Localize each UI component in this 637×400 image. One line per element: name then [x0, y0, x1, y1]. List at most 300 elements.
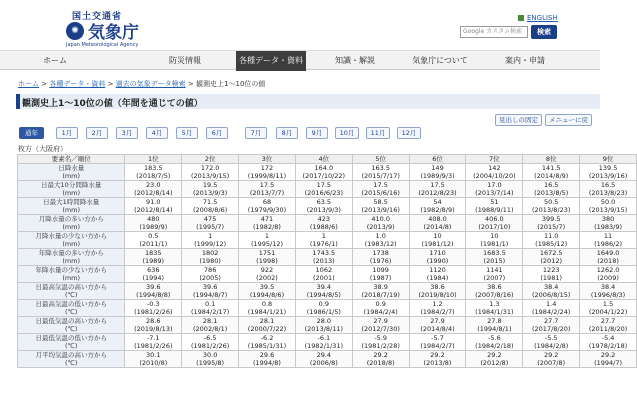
- cell-date: (1994/8/7): [193, 291, 228, 299]
- cell-date: (1990): [426, 257, 449, 265]
- cell-date: (1987): [369, 274, 392, 282]
- cell-value: 163.5: [371, 164, 390, 172]
- breadcrumb-data[interactable]: 各種データ・資料: [49, 80, 106, 88]
- tab-month-10[interactable]: 10月: [335, 127, 359, 139]
- table-cell: [352, 266, 409, 283]
- table-cell: [295, 334, 352, 351]
- cell-value: 29.2: [543, 351, 559, 359]
- cell-date: (2019/8/10): [418, 291, 457, 299]
- cell-value: 1223: [542, 266, 560, 274]
- cell-date: (2013/9/3): [193, 189, 228, 197]
- table-row: [18, 300, 637, 317]
- cell-date: (1994/8/6): [249, 291, 285, 299]
- table-cell: [239, 232, 296, 249]
- cell-date: (1978/2/18): [588, 342, 628, 350]
- cell-value: 29.2: [373, 351, 388, 359]
- table-row: [18, 283, 637, 300]
- cell-date: (2008/8/6): [193, 206, 228, 214]
- table-cell: [182, 351, 239, 368]
- row-label-name: 日最低気温の低い方から: [35, 334, 107, 342]
- cell-date: (2002): [256, 274, 278, 282]
- cell-value: 91.0: [146, 198, 161, 206]
- table-cell: [580, 317, 637, 334]
- cell-date: (1984/2/18): [475, 342, 514, 350]
- cell-value: 1683.5: [482, 249, 506, 257]
- cell-date: (1981/2/26): [190, 342, 230, 350]
- cell-value: 471: [260, 215, 274, 223]
- agency-name[interactable]: 気象庁: [88, 23, 139, 43]
- table-cell: [523, 249, 580, 266]
- nav-item-disaster-info[interactable]: 防災情報: [169, 56, 201, 65]
- cell-value: 0.1: [204, 300, 216, 308]
- cell-value: 1802: [201, 249, 219, 257]
- table-cell: [466, 283, 523, 300]
- table-cell: [523, 232, 580, 249]
- cell-date: (2013): [313, 257, 335, 265]
- cell-date: (2010/8): [139, 359, 168, 367]
- cell-value: 1.5: [602, 300, 614, 308]
- cell-value: 27.9: [373, 317, 388, 325]
- row-label-unit: (mm): [62, 240, 81, 248]
- table-cell: [182, 198, 239, 215]
- cell-value: 28.1: [202, 317, 218, 325]
- global-nav: [0, 50, 600, 70]
- cell-date: (2005): [199, 274, 221, 282]
- cell-date: (1998): [256, 257, 278, 265]
- table-cell: [523, 351, 580, 368]
- cell-date: (2013/9): [366, 223, 395, 231]
- cell-date: (1981/1): [480, 240, 509, 248]
- row-label: [18, 232, 125, 249]
- cell-value: 1099: [372, 266, 389, 274]
- table-cell: [466, 164, 523, 181]
- table-cell: [580, 181, 637, 198]
- table-cell: [523, 198, 580, 215]
- records-table-container[interactable]: [17, 154, 628, 400]
- table-cell: [182, 181, 239, 198]
- table-cell: [352, 198, 409, 215]
- nav-item-knowledge[interactable]: 知識・解説: [335, 56, 375, 65]
- cell-date: (1995/12): [250, 240, 284, 248]
- cell-date: (2018/7/5): [136, 172, 171, 180]
- cell-value: 68: [262, 198, 272, 206]
- table-cell: [125, 334, 182, 351]
- cell-value: 1835: [145, 249, 162, 257]
- cell-value: 38.9: [373, 283, 388, 291]
- table-cell: [295, 351, 352, 368]
- cell-date: (1982/8/9): [420, 206, 455, 214]
- cell-date: (2017/10/22): [302, 172, 346, 180]
- cell-value: 16.5: [600, 181, 616, 189]
- cell-date: (2017/10): [478, 223, 511, 231]
- table-cell: [523, 215, 580, 232]
- table-cell: [409, 351, 466, 368]
- cell-value: 17.0: [487, 181, 502, 189]
- header-rank-8: 8位: [523, 155, 580, 164]
- cell-date: (2014/8/4): [420, 325, 455, 333]
- table-cell: [182, 317, 239, 334]
- cell-value: 1262.0: [596, 266, 620, 274]
- cell-date: (2000/7/22): [247, 325, 287, 333]
- header-rank-4: 4位: [295, 155, 352, 164]
- cell-date: (2014/8): [423, 223, 452, 231]
- table-cell: [409, 164, 466, 181]
- nav-item-about[interactable]: 気象庁について: [412, 56, 468, 65]
- fix-header-button[interactable]: 見出しの固定: [495, 114, 542, 126]
- cell-value: 1: [321, 232, 326, 240]
- cell-value: 38.6: [430, 283, 445, 291]
- cell-value: 172: [260, 164, 274, 172]
- cell-value: 28.0: [316, 317, 332, 325]
- cell-date: (1994): [142, 274, 165, 282]
- cell-value: 27.7: [600, 317, 616, 325]
- cell-value: 11: [603, 232, 613, 240]
- cell-date: (1999/8/11): [247, 172, 287, 180]
- cell-value: 38.6: [487, 283, 502, 291]
- cell-date: (1981/2/26): [134, 342, 173, 350]
- table-cell: [352, 215, 409, 232]
- cell-date: (2013/8/5): [534, 189, 569, 197]
- cell-date: (2015): [483, 257, 506, 265]
- cell-date: (2014/8/9): [534, 172, 569, 180]
- tab-month-11[interactable]: 11月: [366, 127, 390, 139]
- row-label: [18, 181, 125, 198]
- row-label-unit: (℃): [65, 308, 78, 316]
- table-cell: [125, 232, 182, 249]
- table-cell: [239, 317, 296, 334]
- cell-value: 164.0: [314, 164, 334, 172]
- cell-value: 17.5: [430, 181, 445, 189]
- table-cell: [352, 283, 409, 300]
- table-cell: [125, 317, 182, 334]
- table-cell: [182, 232, 239, 249]
- cell-date: (2012): [540, 257, 563, 265]
- cell-value: 1710: [429, 249, 446, 257]
- table-cell: [125, 266, 182, 283]
- table-cell: [580, 266, 637, 283]
- table-cell: [466, 351, 523, 368]
- cell-date: (2013/8/11): [304, 325, 344, 333]
- table-cell: [182, 283, 239, 300]
- row-label-name: 日降水量: [58, 164, 85, 172]
- cell-date: (1994/8/5): [306, 291, 341, 299]
- cell-value: 1120: [429, 266, 446, 274]
- table-cell: [182, 215, 239, 232]
- table-cell: [239, 300, 296, 317]
- tab-month-8[interactable]: 8月: [276, 127, 298, 139]
- tab-all-year[interactable]: 通年: [19, 127, 44, 139]
- cell-date: (1980): [199, 257, 221, 265]
- cell-date: (1989/9): [139, 223, 168, 231]
- table-cell: [466, 300, 523, 317]
- cell-date: (1984): [426, 274, 449, 282]
- cell-date: (2013/9/16): [588, 172, 628, 180]
- tab-month-12[interactable]: 12月: [397, 127, 421, 139]
- cell-date: (1984/2/7): [420, 342, 455, 350]
- table-cell: [409, 300, 466, 317]
- table-cell: [239, 198, 296, 215]
- cell-date: (2013/8): [423, 359, 452, 367]
- cell-value: 1: [208, 232, 213, 240]
- tab-month-1[interactable]: 1月: [56, 127, 78, 139]
- cell-date: (1984/2/17): [190, 308, 230, 316]
- row-label-name: 日最低気温の高い方から: [35, 317, 107, 325]
- table-cell: [523, 283, 580, 300]
- breadcrumb-home[interactable]: ホーム: [18, 80, 39, 88]
- row-label-name: 年降水量の少ない方から: [35, 266, 107, 274]
- tab-month-5[interactable]: 5月: [176, 127, 198, 139]
- table-cell: [239, 266, 296, 283]
- cell-value: 480: [147, 215, 160, 223]
- table-cell: [295, 300, 352, 317]
- table-cell: [523, 334, 580, 351]
- cell-value: 29.2: [430, 351, 445, 359]
- row-label: [18, 164, 125, 181]
- search-button[interactable]: 検索: [531, 25, 557, 39]
- table-cell: [409, 283, 466, 300]
- table-cell: [352, 164, 409, 181]
- cell-value: 27.8: [487, 317, 502, 325]
- header-rank-6: 6位: [409, 155, 466, 164]
- table-row: [18, 334, 637, 351]
- cell-date: (1985/12): [535, 240, 568, 248]
- tab-month-6[interactable]: 6月: [206, 127, 228, 139]
- row-label-name: 月降水量の少ない方から: [35, 232, 107, 240]
- cell-date: (2011/8/20): [588, 325, 628, 333]
- tab-month-2[interactable]: 2月: [86, 127, 108, 139]
- records-table: [17, 154, 637, 368]
- cell-value: 1.3: [489, 300, 500, 308]
- row-label: [18, 198, 125, 215]
- table-row: [18, 181, 637, 198]
- table-cell: [125, 283, 182, 300]
- cell-date: (2015/7): [537, 223, 566, 231]
- table-cell: [239, 334, 296, 351]
- cell-date: (1995/7): [196, 223, 225, 231]
- cell-value: 28.1: [259, 317, 275, 325]
- header-rank-1: 1位: [125, 155, 182, 164]
- table-cell: [125, 249, 182, 266]
- cell-date: (2007): [483, 274, 506, 282]
- cell-value: -5.4: [601, 334, 615, 342]
- table-cell: [580, 351, 637, 368]
- row-label-unit: (℃): [65, 291, 78, 299]
- records-table-body: [18, 164, 637, 368]
- cell-date: (1981/2/26): [134, 308, 173, 316]
- table-header-row: [18, 155, 637, 164]
- table-cell: [466, 249, 523, 266]
- cell-value: -5.5: [544, 334, 558, 342]
- cell-value: 139.5: [598, 164, 618, 172]
- row-label-unit: (mm): [62, 257, 81, 265]
- cell-value: 183.5: [143, 164, 163, 172]
- tab-month-3[interactable]: 3月: [116, 127, 138, 139]
- cell-date: (1984/1/21): [247, 308, 287, 316]
- cell-value: 50.0: [600, 198, 616, 206]
- cell-date: (1984/1/31): [475, 308, 514, 316]
- table-cell: [523, 300, 580, 317]
- table-cell: [182, 266, 239, 283]
- cell-date: (1996/8/3): [590, 291, 626, 299]
- cell-date: (1981): [540, 274, 563, 282]
- row-label-name: 日最高気温の低い方から: [35, 300, 107, 308]
- cell-value: 39.5: [259, 283, 275, 291]
- cell-date: (2018/7/19): [361, 291, 400, 299]
- table-row: [18, 164, 637, 181]
- nav-item-data[interactable]: 各種データ・資料: [236, 51, 306, 71]
- table-cell: [466, 181, 523, 198]
- cell-date: (1979/9/30): [247, 206, 287, 214]
- cell-value: 27.7: [543, 317, 559, 325]
- cell-value: 16.5: [543, 181, 559, 189]
- breadcrumb-separator: >: [41, 80, 48, 88]
- header-rank-5: 5位: [352, 155, 409, 164]
- cell-date: (2015/6/16): [361, 189, 400, 197]
- cell-date: (1976/1): [309, 240, 338, 248]
- header-rank-9: 9位: [580, 155, 637, 164]
- english-link[interactable]: [518, 14, 558, 22]
- tab-month-9[interactable]: 9月: [306, 127, 328, 139]
- cell-value: 1649.0: [596, 249, 620, 257]
- cell-value: 636: [147, 266, 160, 274]
- cell-date: (2013/9/16): [361, 206, 400, 214]
- cell-date: (1984/2/8): [534, 342, 569, 350]
- row-label-unit: (℃): [65, 325, 78, 333]
- cell-value: 1.4: [546, 300, 557, 308]
- table-cell: [466, 215, 523, 232]
- table-cell: [352, 249, 409, 266]
- cell-date: (1988/6): [309, 223, 338, 231]
- row-label-unit: (mm): [62, 172, 81, 180]
- cell-date: (1989/9/3): [420, 172, 455, 180]
- cell-date: (2013/9/15): [190, 172, 230, 180]
- cell-value: 406.0: [485, 215, 504, 223]
- english-link-label: ENGLISH: [527, 14, 558, 22]
- ministry-name: 国土交通省: [72, 12, 123, 22]
- table-row: [18, 351, 637, 368]
- cell-value: 29.6: [259, 351, 275, 359]
- table-cell: [239, 215, 296, 232]
- cell-value: 54: [433, 198, 442, 206]
- header-rank-2: 2位: [182, 155, 239, 164]
- cell-date: (1976): [369, 257, 392, 265]
- table-cell: [466, 334, 523, 351]
- cell-value: 0.5: [148, 232, 159, 240]
- cell-value: 28.6: [146, 317, 161, 325]
- cell-value: 27.9: [430, 317, 445, 325]
- cell-value: 30.1: [146, 351, 161, 359]
- table-cell: [352, 232, 409, 249]
- cell-value: 1751: [258, 249, 276, 257]
- row-label: [18, 283, 125, 300]
- cell-date: (2013/7/7): [249, 189, 285, 197]
- cell-value: 1743.5: [312, 249, 336, 257]
- table-cell: [352, 317, 409, 334]
- cell-value: 410.0: [371, 215, 390, 223]
- cell-value: -6.2: [260, 334, 274, 342]
- row-label-unit: (mm): [62, 223, 81, 231]
- table-cell: [125, 215, 182, 232]
- table-row: [18, 232, 637, 249]
- cell-date: (1994/8/1): [477, 325, 512, 333]
- cell-value: -7.1: [146, 334, 160, 342]
- cell-date: (2016/6/23): [304, 189, 344, 197]
- cell-value: 50.5: [543, 198, 559, 206]
- table-cell: [580, 249, 637, 266]
- cell-value: 0.9: [318, 300, 329, 308]
- cell-value: 1: [264, 232, 270, 240]
- breadcrumb-past-data-search[interactable]: 過去の気象データ検索: [115, 80, 186, 88]
- tab-month-7[interactable]: 7月: [245, 127, 267, 139]
- table-cell: [409, 215, 466, 232]
- cell-value: 38.4: [600, 283, 616, 291]
- row-label-name: 月平均気温の高い方から: [35, 351, 107, 359]
- cell-value: 1062: [315, 266, 333, 274]
- cell-value: -5.7: [431, 334, 444, 342]
- table-cell: [409, 249, 466, 266]
- table-cell: [295, 266, 352, 283]
- cell-value: 1738: [372, 249, 389, 257]
- cell-value: 408.0: [428, 215, 447, 223]
- cell-date: (1989): [142, 257, 165, 265]
- cell-date: (1984/2/4): [363, 308, 398, 316]
- table-cell: [295, 198, 352, 215]
- search-input[interactable]: Google カスタム検索: [460, 26, 528, 38]
- table-cell: [239, 164, 296, 181]
- table-cell: [295, 232, 352, 249]
- cell-value: 142: [488, 164, 501, 172]
- table-cell: [295, 181, 352, 198]
- cell-date: (2013/8/23): [588, 189, 628, 197]
- table-cell: [409, 334, 466, 351]
- cell-date: (2011/1): [139, 240, 168, 248]
- table-cell: [125, 351, 182, 368]
- cell-date: (2019/8/13): [134, 325, 173, 333]
- cell-date: (2013/7/14): [475, 189, 514, 197]
- cell-date: (1994/7): [594, 359, 623, 367]
- cell-date: (1983/12): [364, 240, 397, 248]
- nav-item-applications[interactable]: 案内・申請: [505, 56, 545, 65]
- cell-date: (1985/1/31): [247, 342, 287, 350]
- cell-value: 29.4: [316, 351, 332, 359]
- breadcrumb-current: 観測史上1～10位の値: [196, 80, 266, 88]
- row-label-name: 日最高気温の高い方から: [35, 283, 107, 291]
- table-row: [18, 266, 637, 283]
- header-element-rank: 要素名／順位: [18, 155, 125, 164]
- tab-month-4[interactable]: 4月: [146, 127, 168, 139]
- jma-logo-icon[interactable]: ✺: [66, 22, 84, 40]
- cell-date: (2012/8/23): [418, 189, 457, 197]
- table-cell: [352, 300, 409, 317]
- cell-value: 30.0: [202, 351, 218, 359]
- cell-date: (2012/8): [480, 359, 509, 367]
- cell-value: 172.0: [200, 164, 220, 172]
- cell-date: (1982/8): [253, 223, 281, 231]
- back-to-menu-button[interactable]: メニューに戻: [545, 114, 592, 126]
- cell-date: (1983/9): [594, 223, 623, 231]
- table-cell: [466, 266, 523, 283]
- cell-value: 10: [490, 232, 499, 240]
- cell-date: (2006/8): [309, 359, 338, 367]
- cell-value: -5.6: [488, 334, 501, 342]
- cell-value: 475: [203, 215, 217, 223]
- table-cell: [580, 164, 637, 181]
- nav-item-home[interactable]: ホーム: [43, 56, 67, 65]
- cell-value: 141.5: [541, 164, 561, 172]
- table-cell: [580, 283, 637, 300]
- table-cell: [352, 334, 409, 351]
- table-cell: [239, 351, 296, 368]
